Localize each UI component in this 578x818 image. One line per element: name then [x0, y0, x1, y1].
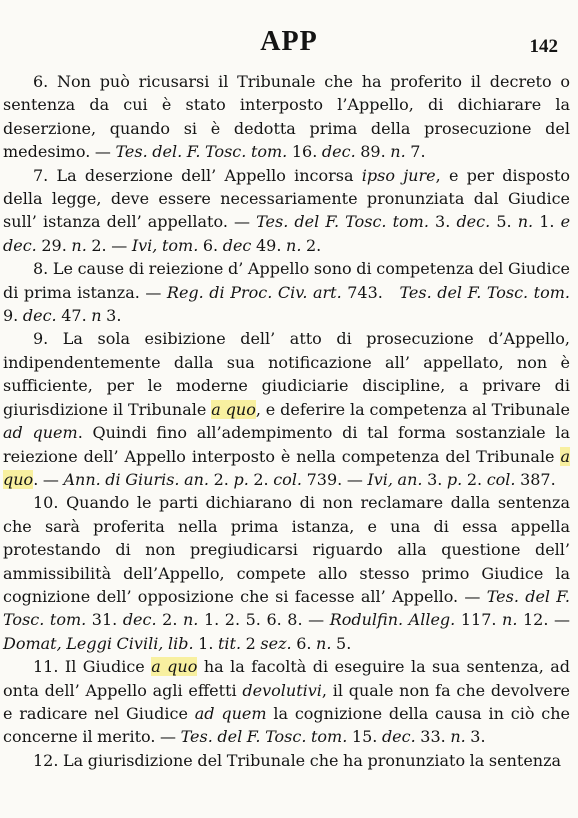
paragraph-12-cut: 12. La giurisdizione del Tribunale che ha pronunziato la sentenza	[33, 750, 562, 770]
running-title: APP	[260, 26, 318, 57]
paragraph-10: 10. Quando le parti dichiarano di non reclamare dalla sentenza che sarà proferita nella prima istanza, e una di essa appella protestando di non pregiudicarsi riguardo alla questione dell’ ammissibilità dell’Appello, compete allo stesso primo Giudice la cognizione dell’ opposizione che si facesse all’ Appello. — Tes. del F. Tosc. tom. 31. dec. 2. n. 1. 2. 5. 6. 8. — Rodulfin. Alleg. 117. n. 12. — Domat, Leggi Civili, lib. 1. tit. 2 sez. 6. n. 5.	[3, 493, 571, 653]
paragraph-6: 6. Non può ricusarsi il Tribunale che ha proferito il decreto o sentenza da cui è stato interposto l’Appello, di dichiarare la deserzione, quando si è dedotta prima della prosecuzione del medesimo. — Tes. del. F. Tosc. tom. 16. dec. 89. n. 7.	[3, 72, 570, 162]
paragraph-9: 9. La sola esibizione dell’ atto di prosecuzione d’Appello, indipendentemente dalla sua notificazione all’ appellato, non è sufficiente, per le moderne giudiciarie discipline, a privare di giurisdizione il Tribunale a quo, e deferire la competenza al Tribunale ad quem. Quindi fino all’adempimento di tal forma sostanziale la reiezione dell’ Appello interposto è nella competenza del Tribunale a quo. — Ann. di Giuris. an. 2. p. 2. col. 739. — Ivi, an. 3. p. 2. col. 387.	[3, 329, 570, 489]
page-body	[3, 70, 570, 772]
page-number: 142	[529, 36, 558, 57]
paragraph-8: 8. Le cause di reiezione d’ Appello sono di competenza del Giudice di prima istanza. — Reg. di Proc. Civ. art. 743. Tes. del F. Tosc. tom. 9. dec. 47. n 3.	[3, 259, 570, 326]
page-header	[0, 0, 578, 66]
paragraph-11: 11. Il Giudice a quo ha la facoltà di eseguire la sua sentenza, ad onta dell’ Appello agli effetti devolutivi, il quale non fa che devolvere e radicare nel Giudice ad quem la cognizione della causa in ciò che concerne il merito. — Tes. del F. Tosc. tom. 15. dec. 33. n. 3.	[3, 657, 571, 747]
paragraph-7: 7. La deserzione dell’ Appello incorsa ipso jure, e per disposto della legge, deve essere necessariamente pronunziata dal Giudice sull’ istanza dell’ appellato. — Tes. del F. Tosc. tom. 3. dec. 5. n. 1. e dec. 29. n. 2. — Ivi, tom. 6. dec 49. n. 2.	[3, 165, 571, 255]
